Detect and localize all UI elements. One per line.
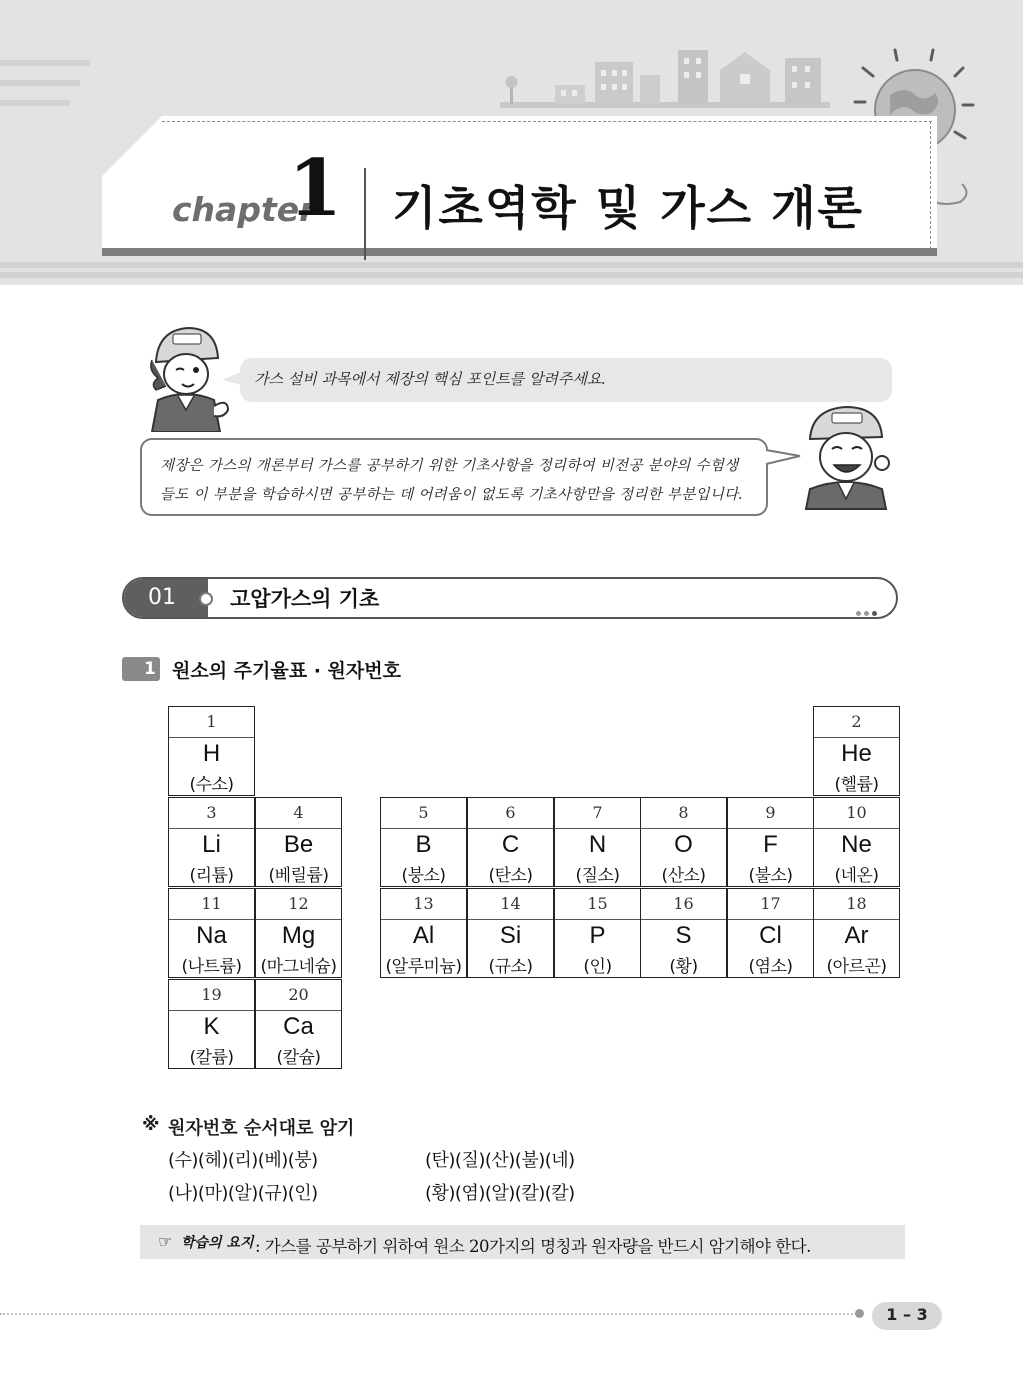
element-name: (불소)	[748, 866, 793, 886]
element-cell	[380, 797, 467, 887]
element-symbol: Cl	[759, 922, 782, 949]
element-number: 18	[814, 889, 899, 920]
element-number: 2	[814, 707, 899, 738]
element-cell	[813, 706, 900, 796]
element-number: 13	[381, 889, 466, 920]
subsection-number: 1	[144, 659, 156, 679]
element-number: 19	[169, 980, 254, 1011]
element-number: 9	[728, 798, 813, 829]
element-name: (붕소)	[401, 866, 446, 886]
footer-dotted-line	[0, 1313, 860, 1315]
answer-text-line: 들도 이 부분을 학습하시면 공부하는 데 어려움이 없도록 기초사항만을 정리한 부분입니다.	[160, 487, 744, 503]
element-name: (베릴륨)	[268, 866, 329, 886]
decorative-dot	[872, 611, 877, 616]
element-symbol: Si	[499, 922, 522, 949]
answer-speech-bubble	[140, 438, 768, 516]
element-symbol: Li	[202, 831, 221, 858]
element-number: 1	[169, 707, 254, 738]
reference-mark: ※	[142, 1114, 160, 1135]
element-symbol: P	[589, 922, 606, 949]
element-name: (나트륨)	[181, 957, 242, 977]
teacher-character-illustration	[796, 405, 896, 510]
element-symbol: He	[841, 740, 872, 767]
header-stripe	[0, 262, 1023, 268]
element-name: (규소)	[488, 957, 533, 977]
memo-line: (탄)(질)(산)(불)(네)	[425, 1150, 575, 1171]
section-number: 01	[148, 585, 176, 610]
element-cell	[640, 888, 727, 978]
element-cell	[168, 888, 255, 978]
element-number: 17	[728, 889, 813, 920]
chapter-divider	[364, 168, 366, 260]
element-symbol: Ne	[841, 831, 872, 858]
element-cell	[554, 797, 641, 887]
section-title: 고압가스의 기초	[230, 587, 380, 611]
element-cell	[168, 706, 255, 796]
section-bullet-icon	[199, 592, 213, 606]
element-cell	[554, 888, 641, 978]
element-symbol: O	[674, 831, 693, 858]
speech-bubble-tail	[222, 366, 246, 390]
element-name: (탄소)	[488, 866, 533, 886]
element-name: (수소)	[189, 775, 234, 795]
chapter-bottom-bar	[102, 248, 937, 256]
footer-dot	[855, 1309, 864, 1318]
element-symbol: F	[763, 831, 778, 858]
element-number: 8	[641, 798, 726, 829]
element-name: (헬륨)	[834, 775, 879, 795]
memo-title: 원자번호 순서대로 암기	[168, 1118, 355, 1139]
element-symbol: Be	[283, 831, 314, 858]
student-character-illustration	[138, 322, 230, 432]
element-cell	[255, 797, 342, 887]
element-number: 6	[468, 798, 553, 829]
element-cell	[168, 979, 255, 1069]
element-cell	[727, 797, 814, 887]
element-number: 3	[169, 798, 254, 829]
decorative-dot	[856, 611, 861, 616]
memo-line: (수)(헤)(리)(베)(붕)	[168, 1150, 318, 1171]
element-symbol: B	[415, 831, 432, 858]
element-symbol: K	[203, 1013, 220, 1040]
element-number: 16	[641, 889, 726, 920]
decorative-dot	[864, 611, 869, 616]
element-name: (알루미늄)	[385, 957, 462, 977]
element-number: 10	[814, 798, 899, 829]
element-number: 4	[256, 798, 341, 829]
speech-bubble-tail	[764, 446, 804, 470]
question-text: 가스 설비 과목에서 제장의 핵심 포인트를 알려주세요.	[254, 370, 607, 388]
element-symbol: N	[588, 831, 607, 858]
header-stripe	[0, 272, 1023, 278]
answer-text-line: 제장은 가스의 개론부터 가스를 공부하기 위한 기초사항을 정리하여 비전공 분야의 수험생	[160, 458, 739, 474]
element-name: (산소)	[661, 866, 706, 886]
header-stripe	[0, 80, 80, 86]
element-number: 11	[169, 889, 254, 920]
element-symbol: Ar	[844, 922, 869, 949]
element-name: (질소)	[575, 866, 620, 886]
element-symbol: Na	[196, 922, 227, 949]
header-stripe	[0, 60, 90, 66]
element-name: (네온)	[834, 866, 879, 886]
element-number: 12	[256, 889, 341, 920]
element-symbol: Al	[412, 922, 435, 949]
element-name: (황)	[669, 957, 698, 977]
pointing-hand-icon: ☞	[158, 1232, 173, 1251]
element-cell	[467, 888, 554, 978]
element-cell	[727, 888, 814, 978]
element-symbol: C	[501, 831, 520, 858]
element-number: 15	[555, 889, 640, 920]
element-number: 7	[555, 798, 640, 829]
chapter-dashed-line	[162, 121, 932, 122]
element-cell	[813, 797, 900, 887]
page-number: 1 – 3	[886, 1305, 928, 1324]
element-cell	[640, 797, 727, 887]
element-cell	[813, 888, 900, 978]
element-symbol: Ca	[283, 1013, 314, 1040]
element-name: (마그네슘)	[260, 957, 337, 977]
chapter-dashed-line	[930, 121, 931, 249]
chapter-label: chapter	[172, 190, 316, 229]
study-tip-label: 학습의 요지	[181, 1235, 254, 1251]
element-number: 5	[381, 798, 466, 829]
element-number: 14	[468, 889, 553, 920]
element-cell	[255, 888, 342, 978]
element-name: (아르곤)	[826, 957, 887, 977]
element-symbol: H	[202, 740, 221, 767]
chapter-title: 기초역학 및 가스 개론	[392, 181, 864, 235]
element-name: (칼륨)	[189, 1048, 234, 1068]
element-name: (리튬)	[189, 866, 234, 886]
element-cell	[168, 797, 255, 887]
element-symbol: S	[675, 922, 692, 949]
memo-line: (황)(염)(알)(칼)(칼)	[425, 1183, 575, 1204]
element-name: (칼슘)	[276, 1048, 321, 1068]
study-tip-text: : 가스를 공부하기 위하여 원소 20가지의 명칭과 원자량을 반드시 암기해야 한다.	[255, 1237, 811, 1256]
element-name: (인)	[583, 957, 612, 977]
chapter-number: 1	[288, 143, 343, 234]
element-name: (염소)	[748, 957, 793, 977]
memo-line: (나)(마)(알)(규)(인)	[168, 1183, 318, 1204]
element-cell	[255, 979, 342, 1069]
element-cell	[467, 797, 554, 887]
element-number: 20	[256, 980, 341, 1011]
city-skyline-illustration	[500, 40, 830, 110]
subsection-title: 원소의 주기율표 · 원자번호	[172, 660, 401, 682]
header-stripe	[0, 100, 70, 106]
element-symbol: Mg	[281, 922, 316, 949]
element-cell	[380, 888, 467, 978]
